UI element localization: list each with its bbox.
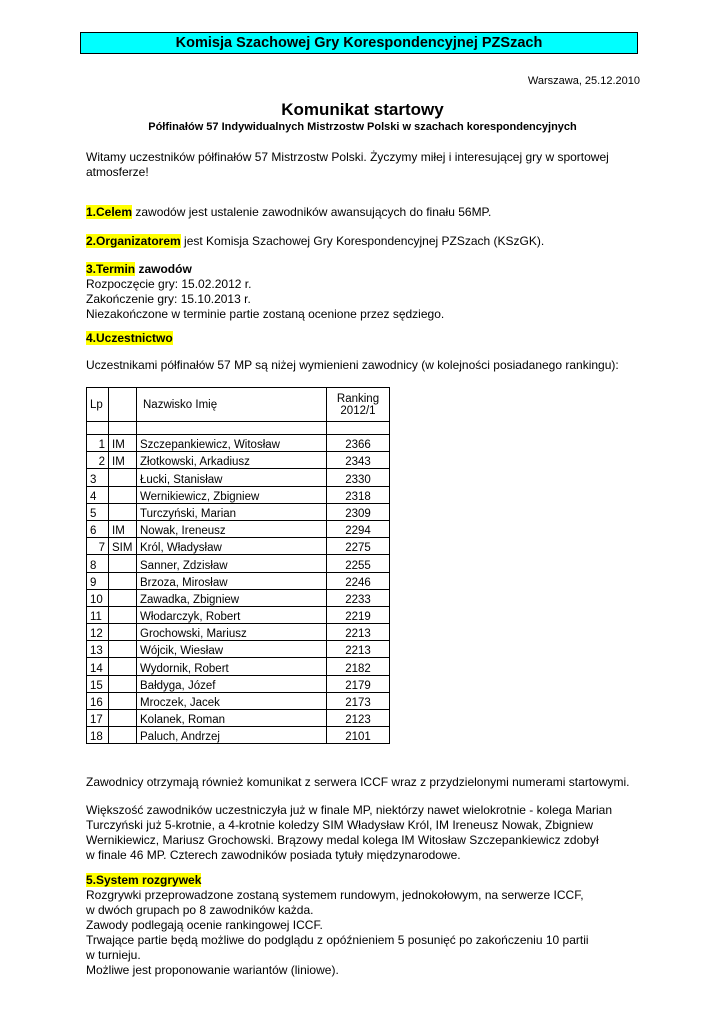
- cell-lp: 4: [87, 486, 109, 503]
- cell-ranking: 2255: [327, 555, 390, 572]
- blank-cell: [137, 422, 327, 435]
- cell-name: Wójcik, Wiesław: [137, 641, 327, 658]
- cell-name: Król, Władysław: [137, 538, 327, 555]
- table-row: [87, 624, 390, 641]
- header-banner: [80, 32, 638, 54]
- cell-lp: 7: [87, 538, 109, 555]
- intro-paragraph: [86, 150, 646, 180]
- cell-title: [109, 624, 137, 641]
- cell-lp: 18: [87, 727, 109, 744]
- cell-ranking: 2123: [327, 710, 390, 727]
- cell-title: [109, 641, 137, 658]
- cell-title: [109, 658, 137, 675]
- table-row: [87, 692, 390, 709]
- cell-ranking: 2330: [327, 469, 390, 486]
- blank-cell: [87, 422, 109, 435]
- section-3-label-rest: zawodów: [135, 262, 192, 276]
- section-3-start: Rozpoczęcie gry: 15.02.2012 r.: [86, 277, 252, 291]
- blank-cell: [109, 422, 137, 435]
- cell-lp: 6: [87, 520, 109, 537]
- section-2-label: 2.Organizatorem: [86, 234, 181, 248]
- cell-name: Wernikiewicz, Zbigniew: [137, 486, 327, 503]
- section-5-line-4: Trwające partie będą możliwe do podglądu z opóźnieniem 5 posunięć po zakończeniu 10 partii: [86, 933, 589, 947]
- section-2-text: jest Komisja Szachowej Gry Korespondencyjnej PZSzach (KSzGK).: [180, 234, 545, 248]
- table-row: [87, 675, 390, 692]
- cell-name: Sanner, Zdzisław: [137, 555, 327, 572]
- cell-title: [109, 469, 137, 486]
- col-ranking-header-line-1: Ranking: [336, 392, 380, 405]
- section-5-line-2: w dwóch grupach po 8 zawodników każda.: [86, 903, 314, 917]
- cell-ranking: 2233: [327, 589, 390, 606]
- cell-name: Paluch, Andrzej: [137, 727, 327, 744]
- cell-name: Wydornik, Robert: [137, 658, 327, 675]
- table-row: [87, 589, 390, 606]
- cell-ranking: 2173: [327, 692, 390, 709]
- header-title: Komisja Szachowej Gry Korespondencyjnej PZSzach: [175, 35, 543, 51]
- cell-name: Włodarczyk, Robert: [137, 606, 327, 623]
- table-row: [87, 452, 390, 469]
- section-5: [86, 873, 646, 978]
- section-3-end: Zakończenie gry: 15.10.2013 r.: [86, 292, 251, 306]
- cell-name: Łucki, Stanisław: [137, 469, 327, 486]
- section-3: [86, 262, 646, 322]
- after-table-note: Zawodnicy otrzymają również komunikat z serwera ICCF wraz z przydzielonymi numerami startowymi.: [86, 775, 630, 789]
- history-line-4: w finale 46 MP. Czterech zawodników posiada tytuły międzynarodowe.: [86, 848, 461, 862]
- cell-name: Kolanek, Roman: [137, 710, 327, 727]
- page-title: Komunikat startowy: [281, 100, 444, 119]
- section-3-unfinished: Niezakończone w terminie partie zostaną ocenione przez sędziego.: [86, 307, 445, 321]
- cell-lp: 10: [87, 589, 109, 606]
- section-4-label: 4.Uczestnictwo: [86, 331, 173, 345]
- cell-name: Brzoza, Mirosław: [137, 572, 327, 589]
- cell-lp: 3: [87, 469, 109, 486]
- cell-title: [109, 503, 137, 520]
- cell-name: Nowak, Ireneusz: [137, 520, 327, 537]
- document-date: Warszawa, 25.12.2010: [527, 75, 640, 87]
- section-5-line-6: Możliwe jest proponowanie wariantów (liniowe).: [86, 963, 339, 977]
- cell-title: [109, 486, 137, 503]
- cell-ranking: 2343: [327, 452, 390, 469]
- cell-lp: 14: [87, 658, 109, 675]
- table-row: [87, 606, 390, 623]
- cell-lp: 12: [87, 624, 109, 641]
- cell-lp: 13: [87, 641, 109, 658]
- history-line-3: Wernikiewicz, Mariusz Grochowski. Brązowy medal kolega IM Witosław Szczepankiewicz zdobył: [86, 833, 599, 847]
- cell-ranking: 2275: [327, 538, 390, 555]
- table-row: [87, 469, 390, 486]
- cell-title: SIM: [109, 538, 137, 555]
- col-ranking-header-line-2: 2012/1: [340, 404, 376, 417]
- table-row: [87, 486, 390, 503]
- table-row: [87, 538, 390, 555]
- cell-lp: 8: [87, 555, 109, 572]
- section-3-label: 3.Termin: [86, 262, 136, 276]
- section-1: [86, 205, 646, 220]
- cell-lp: 11: [87, 606, 109, 623]
- cell-title: [109, 589, 137, 606]
- col-lp-header: Lp: [87, 388, 109, 422]
- blank-cell: [327, 422, 390, 435]
- cell-lp: 15: [87, 675, 109, 692]
- col-ranking-header: [327, 388, 390, 422]
- history-line-1: Większość zawodników uczestniczyła już w finale MP, niektórzy nawet wielokrotnie - kolega Marian: [86, 803, 612, 817]
- cell-title: [109, 727, 137, 744]
- section-5-line-1: Rozgrywki przeprowadzone zostaną systemem rundowym, jednokołowym, na serwerze ICCF,: [86, 888, 584, 902]
- table-row: [87, 503, 390, 520]
- table-header-row: [87, 388, 390, 422]
- cell-name: Grochowski, Mariusz: [137, 624, 327, 641]
- cell-title: [109, 572, 137, 589]
- table-row: [87, 572, 390, 589]
- cell-ranking: 2182: [327, 658, 390, 675]
- cell-name: Złotkowski, Arkadiusz: [137, 452, 327, 469]
- cell-ranking: 2179: [327, 675, 390, 692]
- section-4: [86, 331, 646, 346]
- table-blank-row: [87, 422, 390, 435]
- cell-title: [109, 555, 137, 572]
- table-row: [87, 710, 390, 727]
- cell-name: Bałdyga, Józef: [137, 675, 327, 692]
- cell-ranking: 2101: [327, 727, 390, 744]
- col-title-header: [109, 388, 137, 422]
- section-5-line-3: Zawody podlegają ocenie rankingowej ICCF.: [86, 918, 323, 932]
- cell-lp: 2: [87, 452, 109, 469]
- intro-line-2: atmosferze!: [86, 165, 149, 179]
- cell-ranking: 2318: [327, 486, 390, 503]
- cell-lp: 1: [87, 435, 109, 452]
- cell-title: [109, 606, 137, 623]
- cell-title: IM: [109, 435, 137, 452]
- cell-title: [109, 675, 137, 692]
- cell-name: Szczepankiewicz, Witosław: [137, 435, 327, 452]
- section-5-line-5: w turnieju.: [86, 948, 141, 962]
- cell-lp: 16: [87, 692, 109, 709]
- cell-ranking: 2213: [327, 641, 390, 658]
- page-subtitle: Półfinałów 57 Indywidualnych Mistrzostw Polski w szachach korespondencyjnych: [148, 121, 577, 133]
- cell-ranking: 2309: [327, 503, 390, 520]
- cell-title: IM: [109, 452, 137, 469]
- cell-ranking: 2219: [327, 606, 390, 623]
- table-row: [87, 727, 390, 744]
- history-line-2: Turczyński już 5-krotnie, a 4-krotnie koledzy SIM Władysław Król, IM Ireneusz Nowak, Zbigniew: [86, 818, 594, 832]
- table-row: [87, 555, 390, 572]
- section-5-label: 5.System rozgrywek: [86, 873, 202, 887]
- cell-title: IM: [109, 520, 137, 537]
- cell-lp: 9: [87, 572, 109, 589]
- history-paragraph: [86, 803, 646, 863]
- cell-ranking: 2366: [327, 435, 390, 452]
- cell-ranking: 2213: [327, 624, 390, 641]
- intro-line-1: Witamy uczestników półfinałów 57 Mistrzostw Polski. Życzymy miłej i interesującej gry w sportowej: [86, 150, 609, 164]
- table-row: [87, 435, 390, 452]
- cell-title: [109, 710, 137, 727]
- cell-lp: 5: [87, 503, 109, 520]
- section-2: [86, 234, 646, 249]
- cell-ranking: 2246: [327, 572, 390, 589]
- section-1-label: 1.Celem: [86, 205, 133, 219]
- table-row: [87, 520, 390, 537]
- col-name-header: Nazwisko Imię: [137, 388, 327, 422]
- cell-title: [109, 692, 137, 709]
- table-row: [87, 641, 390, 658]
- cell-name: Turczyński, Marian: [137, 503, 327, 520]
- cell-ranking: 2294: [327, 520, 390, 537]
- participants-table: [86, 387, 390, 744]
- cell-name: Mroczek, Jacek: [137, 692, 327, 709]
- cell-name: Zawadka, Zbigniew: [137, 589, 327, 606]
- cell-lp: 17: [87, 710, 109, 727]
- section-4-intro: Uczestnikami półfinałów 57 MP są niżej wymienieni zawodnicy (w kolejności posiadanego rankingu):: [86, 358, 619, 372]
- section-1-text: zawodów jest ustalenie zawodników awansujących do finału 56MP.: [132, 205, 492, 219]
- table-row: [87, 658, 390, 675]
